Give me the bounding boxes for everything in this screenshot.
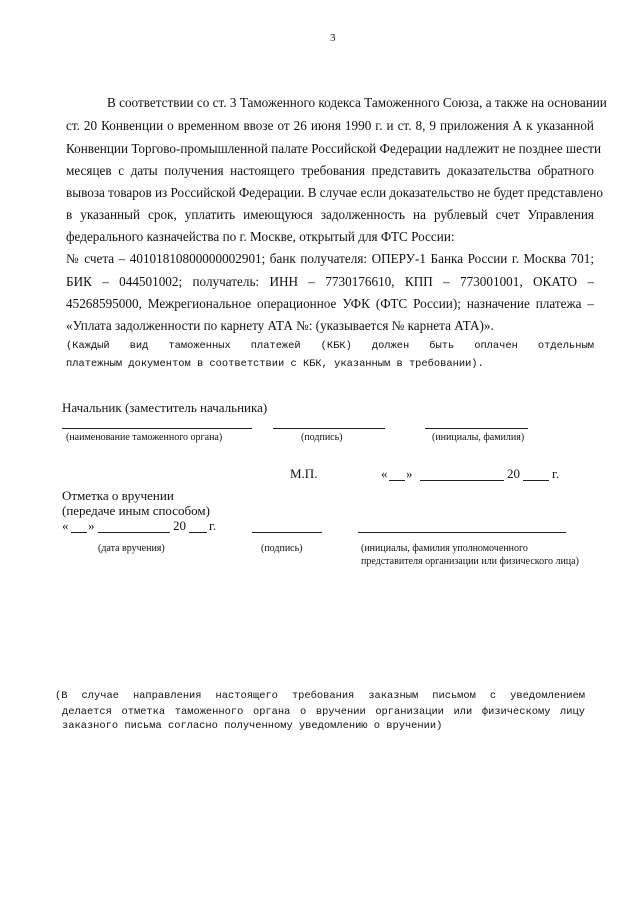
footnote-line: заказного письма согласно полученному уведомлению о вручении) — [62, 720, 443, 732]
stamp-placeholder: М.П. — [290, 466, 318, 481]
paragraph-line: федерального казначейства по г. Москве, открытый для ФТС России: — [66, 229, 455, 244]
signature-line — [273, 428, 385, 429]
delivery-initials-line — [358, 532, 566, 533]
caption-signature: (подпись) — [301, 432, 343, 443]
paragraph-line: месяцев с даты получения настоящего требования представить доказательства обратного — [66, 163, 594, 178]
caption-initials: (инициалы, фамилия) — [432, 432, 525, 443]
date-year-line — [523, 480, 549, 481]
caption-delivery-initials: (инициалы, фамилия уполномоченного — [361, 543, 528, 554]
footnote-line: делается отметка таможенного органа о вручении организации или физическому лицу — [62, 706, 585, 718]
paragraph-line: БИК – 044501002; получатель: ИНН – 7730176610, КПП – 773001001, ОКАТО – — [66, 274, 594, 289]
date-close-quote: » — [406, 466, 413, 481]
signature-heading: Начальник (заместитель начальника) — [62, 400, 268, 415]
delivery-date-day-line — [71, 532, 87, 533]
footnote-line: (В случае направления настоящего требования заказным письмом с уведомлением — [55, 690, 585, 702]
paragraph-line: вывоза товаров из Российской Федерации. В случае если доказательство не будет представлено — [66, 185, 603, 200]
initials-line — [425, 428, 528, 429]
paragraph-line: № счета – 40101810800000002901; банк получателя: ОПЕРУ-1 Банка России г. Москва 701; — [66, 251, 594, 266]
paragraph-line: в указанный срок, уплатить имеющуюся задолженность на рублевый счет Управления — [66, 207, 594, 222]
paragraph-line: ст. 20 Конвенции о временном ввозе от 26 июня 1990 г. и ст. 8, 9 приложения А к указанной — [66, 118, 594, 133]
note-line: (Каждый вид таможенных платежей (КБК) должен быть оплачен отдельным — [66, 340, 594, 352]
note-line: платежным документом в соответствии с КБК, указанным в требовании). — [66, 358, 484, 370]
date-month-line — [420, 480, 504, 481]
delivery-signature-line — [252, 532, 322, 533]
org-name-line — [62, 428, 252, 429]
paragraph-line: В соответствии со ст. 3 Таможенного кодекса Таможенного Союза, а также на основании — [107, 95, 607, 110]
page-number: 3 — [330, 32, 336, 44]
paragraph-line: 45268595000, Межрегиональное операционное УФК (ФТС России); назначение платежа – — [66, 296, 594, 311]
delivery-date-year-line — [189, 532, 207, 533]
caption-org: (наименование таможенного органа) — [66, 432, 223, 443]
date-day-line — [389, 480, 405, 481]
delivery-date-year-suffix: г. — [209, 518, 217, 533]
date-year-suffix: г. — [552, 466, 560, 481]
caption-delivery-initials-cont: представителя организации или физического лица) — [361, 556, 579, 567]
caption-delivery-signature: (подпись) — [261, 543, 303, 554]
delivery-date-open-quote: « — [62, 518, 69, 533]
paragraph-line: Конвенции Торгово-промышленной палате Российской Федерации надлежит не позднее шести — [66, 141, 602, 156]
date-open-quote: « — [381, 466, 388, 481]
caption-delivery-date: (дата вручения) — [98, 543, 165, 554]
delivery-date-year-prefix: 20 — [173, 518, 186, 533]
delivery-heading: Отметка о вручении — [62, 488, 174, 503]
delivery-date-close-quote: » — [88, 518, 95, 533]
delivery-date-month-line — [98, 532, 170, 533]
delivery-subheading: (передаче иным способом) — [62, 503, 210, 518]
paragraph-line: «Уплата задолженности по карнету АТА №: (указывается № карнета АТА)». — [66, 318, 494, 333]
date-year-prefix: 20 — [507, 466, 520, 481]
